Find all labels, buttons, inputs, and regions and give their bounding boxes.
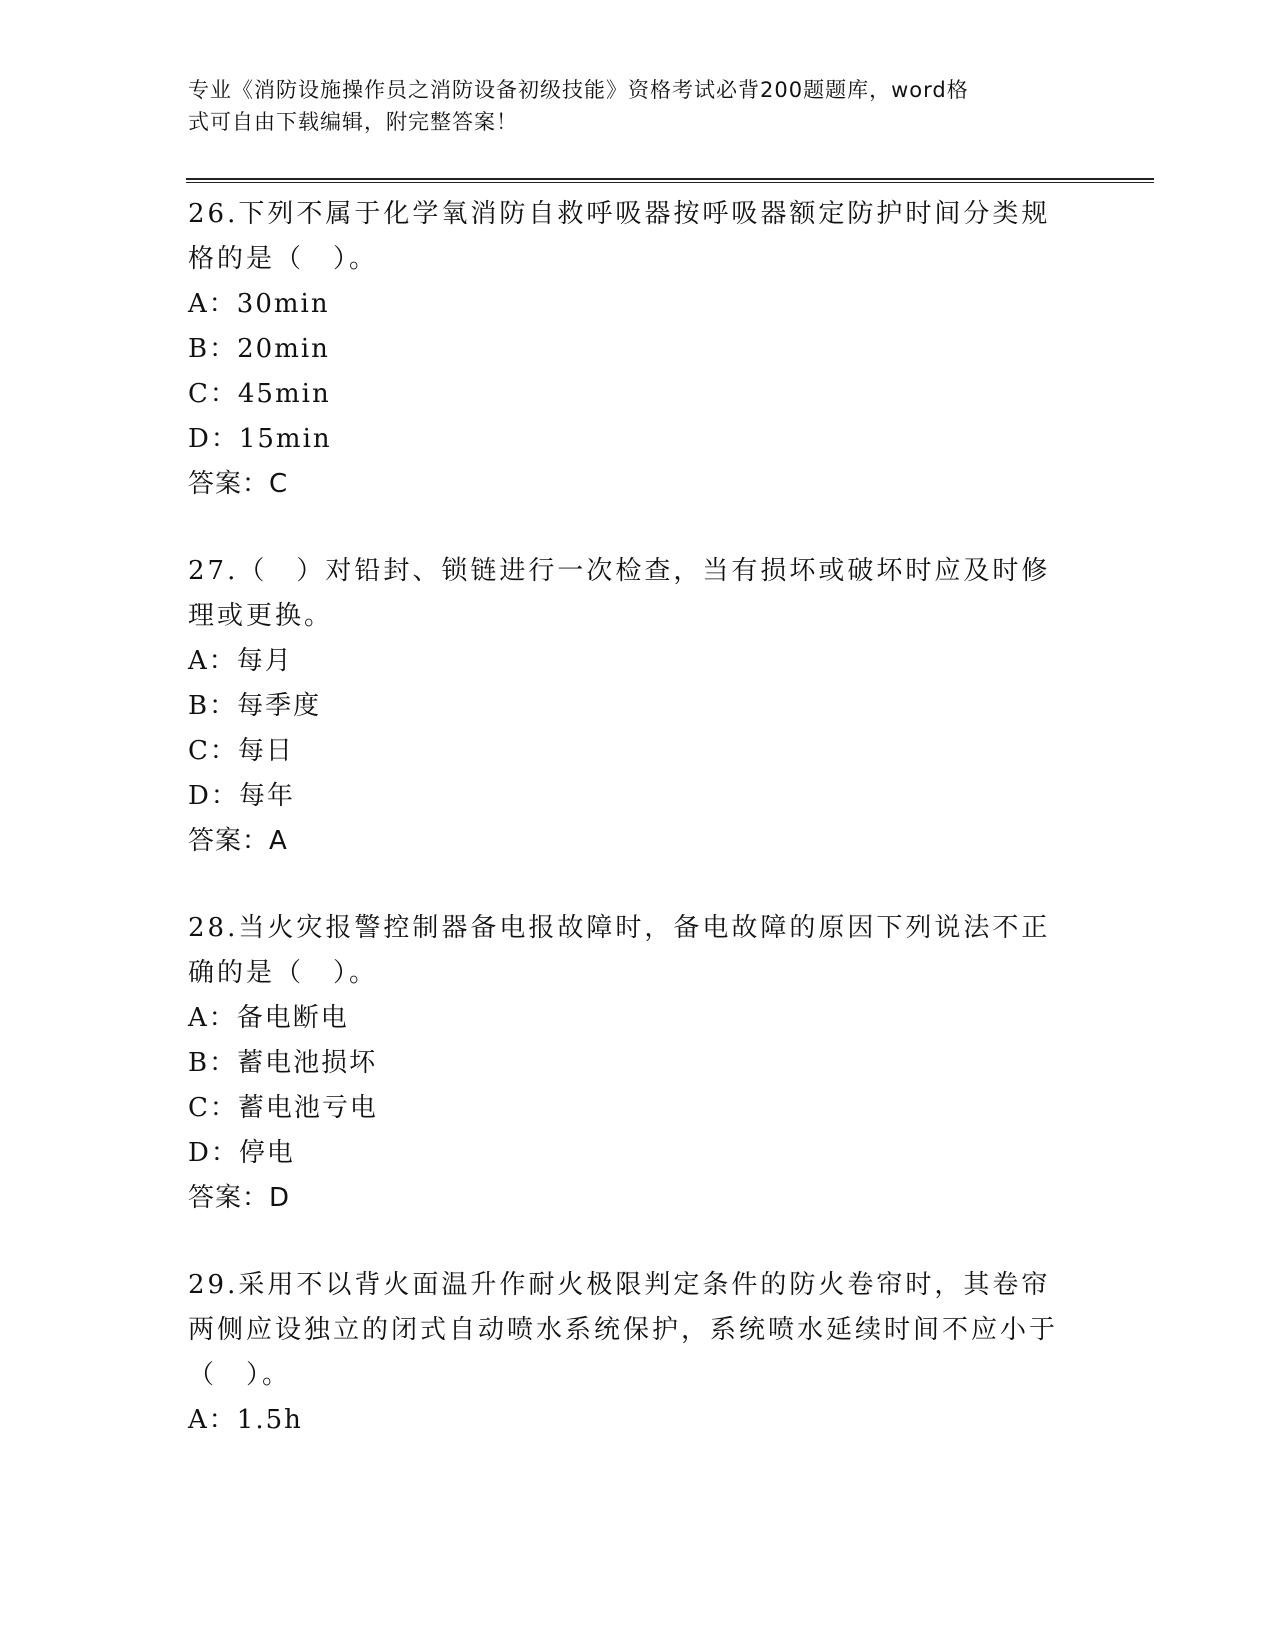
question-text: 28.当火灾报警控制器备电报故障时，备电故障的原因下列说法不正确的是（ ）。	[188, 913, 1051, 988]
option-a: A：每月	[188, 646, 293, 676]
document-header	[188, 74, 1068, 138]
question-list	[188, 192, 1078, 1485]
answer: 答案：C	[188, 469, 289, 499]
question-text: 29.采用不以背火面温升作耐火极限判定条件的防火卷帘时，其卷帘两侧应设独立的闭式自动喷水系统保护，系统喷水延续时间不应小于（ ）。	[188, 1270, 1059, 1390]
question-27	[188, 549, 1078, 864]
question-29	[188, 1263, 1078, 1443]
option-c: C：每日	[188, 736, 294, 766]
question-text: 26.下列不属于化学氧消防自救呼吸器按呼吸器额定防护时间分类规格的是（ ）。	[188, 199, 1051, 274]
question-28	[188, 906, 1078, 1221]
answer: 答案：D	[188, 1183, 291, 1213]
header-line-2: 式可自由下载编辑，附完整答案！	[188, 110, 518, 134]
header-line-1: 专业《消防设施操作员之消防设备初级技能》资格考试必背200题题库，word格	[188, 78, 969, 102]
option-a: A：1.5h	[188, 1405, 303, 1435]
option-d: D：停电	[188, 1138, 295, 1168]
header-divider-thick	[186, 178, 1154, 180]
option-d: D：15min	[188, 424, 332, 454]
option-b: B：蓄电池损坏	[188, 1048, 378, 1078]
question-text: 27.（ ）对铅封、锁链进行一次检查，当有损坏或破坏时应及时修理或更换。	[188, 556, 1051, 631]
question-26	[188, 192, 1078, 507]
header-divider-thin	[186, 182, 1154, 183]
answer: 答案：A	[188, 826, 288, 856]
option-d: D：每年	[188, 781, 295, 811]
option-a: A：30min	[188, 289, 330, 319]
option-b: B：20min	[188, 334, 330, 364]
option-c: C：蓄电池亏电	[188, 1093, 378, 1123]
option-b: B：每季度	[188, 691, 322, 721]
option-a: A：备电断电	[188, 1003, 349, 1033]
option-c: C：45min	[188, 379, 331, 409]
